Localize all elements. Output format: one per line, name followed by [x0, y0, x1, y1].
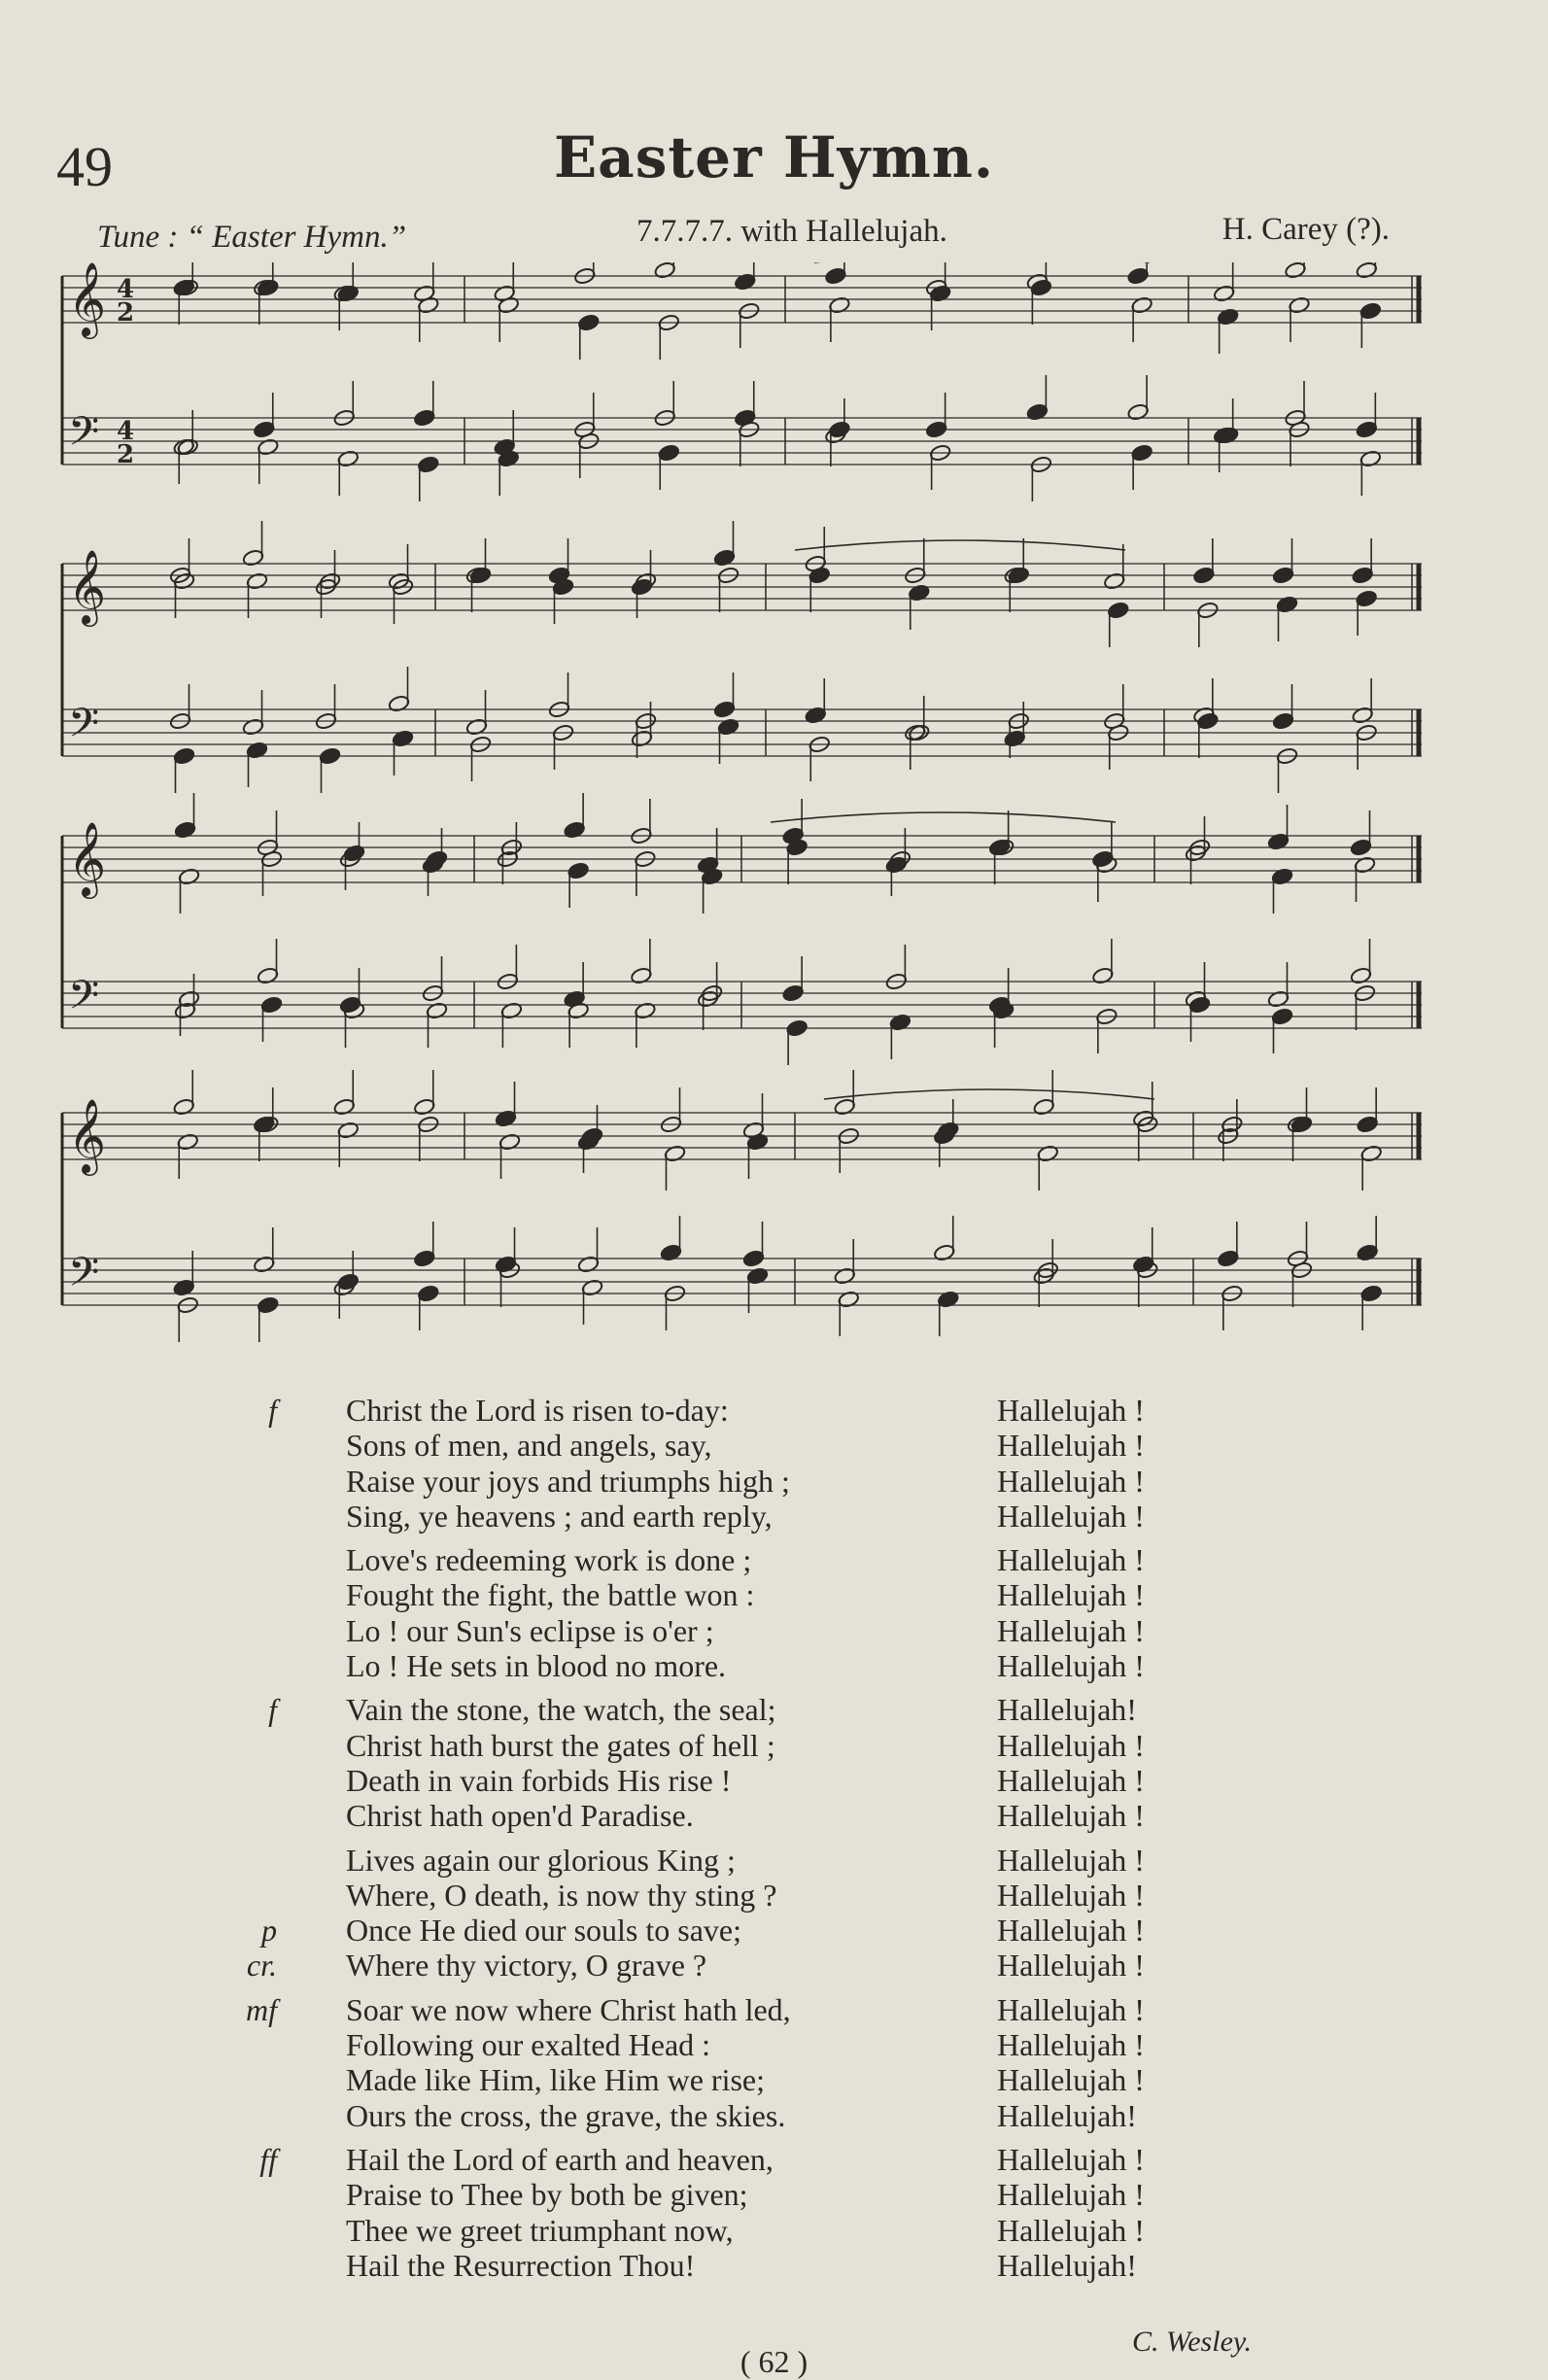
note-head — [242, 548, 264, 567]
tune-line — [97, 212, 1390, 255]
meter: 7.7.7.7. with Hallelujah. — [636, 214, 947, 249]
hymn-title: Easter Hymn. — [553, 124, 995, 190]
slur — [824, 1089, 1154, 1099]
verse-line — [282, 2027, 1351, 2062]
dynamic-marking: p — [261, 1913, 277, 1949]
note-head — [658, 443, 680, 462]
refrain: Hallelujah! — [997, 2247, 1137, 2283]
note-head — [1131, 443, 1153, 462]
note-head — [1217, 1249, 1239, 1267]
note-head — [465, 717, 488, 736]
refrain: Hallelujah ! — [997, 1762, 1145, 1798]
note-head — [713, 700, 736, 718]
note-head — [1033, 1097, 1055, 1116]
stanza — [259, 2141, 1351, 2283]
treble-clef-icon: 𝄞 — [68, 262, 107, 336]
note-head — [1107, 601, 1129, 619]
verse-line — [282, 1499, 1351, 1534]
note-head — [1359, 449, 1382, 467]
note-head — [500, 1001, 523, 1019]
note-head — [174, 820, 196, 839]
note-head — [713, 548, 736, 567]
refrain: Hallelujah ! — [997, 1498, 1145, 1534]
note-head — [838, 1290, 860, 1308]
dynamic-marking: f — [268, 1692, 277, 1728]
author: C. Wesley. — [1132, 2326, 1253, 2358]
note-head — [1030, 278, 1052, 296]
note-head — [1217, 307, 1239, 326]
slur — [771, 812, 1116, 822]
note-head — [828, 295, 850, 314]
refrain: Hallelujah ! — [997, 1727, 1145, 1763]
note-head — [1271, 1007, 1293, 1025]
note-head — [1004, 729, 1026, 747]
verse-text: Once He died our souls to save; — [346, 1913, 742, 1949]
refrain: Hallelujah ! — [997, 2141, 1145, 2177]
note-head — [782, 983, 805, 1002]
treble-clef-icon: 𝄞 — [68, 549, 107, 624]
note-head — [413, 1249, 435, 1267]
verse-text: Lo ! He sets in blood no more. — [346, 1648, 727, 1684]
note-head — [417, 455, 439, 473]
verse-line — [259, 2141, 1351, 2177]
note-head — [717, 717, 740, 736]
verse-text: Christ hath open'd Paradise. — [346, 1798, 694, 1834]
note-head — [568, 861, 590, 880]
verses — [246, 1393, 1351, 2292]
music-score — [56, 262, 1436, 1361]
note-head — [908, 583, 930, 602]
note-head — [664, 1144, 686, 1162]
hymn-number: 49 — [56, 135, 113, 198]
note-head — [1356, 420, 1378, 438]
verse-line — [282, 2098, 1351, 2133]
note-head — [173, 1278, 195, 1296]
note-head — [828, 420, 850, 438]
verse-text: Ours the cross, the grave, the skies. — [346, 2097, 786, 2133]
verse-text: Soar we now where Christ hath led, — [346, 1991, 791, 2027]
verse-line — [261, 1913, 1351, 1949]
note-head — [388, 694, 410, 712]
note-head — [805, 706, 827, 724]
note-head — [577, 313, 600, 331]
note-head — [1026, 402, 1049, 421]
verse-line — [282, 1763, 1351, 1798]
note-head — [417, 295, 439, 314]
verse-text: Christ the Lord is risen to-day: — [346, 1393, 729, 1428]
note-head — [824, 266, 846, 285]
note-head — [1272, 566, 1294, 584]
note-head — [1037, 1144, 1059, 1162]
verse-text: Where thy victory, O grave ? — [346, 1948, 707, 1983]
verse-text: Raise your joys and triumphs high ; — [346, 1463, 790, 1499]
note-head — [630, 966, 652, 984]
note-head — [1354, 855, 1376, 874]
refrain: Hallelujah ! — [997, 1542, 1145, 1578]
note-head — [426, 1001, 448, 1019]
stanza — [246, 1842, 1351, 1983]
verse-text: Thee we greet triumphant now, — [346, 2212, 734, 2248]
note-head — [337, 1272, 360, 1291]
verse-line — [282, 2213, 1351, 2248]
verse-text: Sons of men, and angels, say, — [346, 1428, 712, 1464]
verse-line — [268, 1692, 1351, 1728]
tune-name: Tune : “ Easter Hymn.” — [97, 220, 407, 255]
verse-text: Fought the fight, the battle won : — [346, 1577, 755, 1613]
dynamic-marking: cr. — [246, 1948, 277, 1983]
note-head — [925, 420, 947, 438]
verse-line — [282, 2177, 1351, 2212]
verse-text: Lives again our glorious King ; — [346, 1842, 736, 1878]
verse-text: Hail the Resurrection Thou! — [346, 2247, 696, 2283]
note-head — [260, 995, 283, 1014]
note-head — [257, 437, 279, 456]
stanza — [268, 1692, 1351, 1834]
note-head — [413, 1097, 435, 1116]
verse-text: Where, O death, is now thy sting ? — [346, 1877, 777, 1913]
note-head — [1356, 262, 1378, 280]
stanza — [282, 1542, 1351, 1683]
note-head — [834, 1266, 856, 1285]
refrain: Hallelujah ! — [997, 1393, 1145, 1428]
verse-line — [282, 1428, 1351, 1463]
verse-line — [282, 1648, 1351, 1683]
refrain: Hallelujah ! — [997, 2062, 1145, 2098]
note-head — [413, 408, 435, 427]
verse-line — [282, 1613, 1351, 1648]
note-head — [577, 1255, 600, 1273]
note-head — [333, 1097, 356, 1116]
note-head — [257, 966, 279, 984]
note-head — [1188, 995, 1211, 1014]
bass-clef-icon: 𝄢 — [68, 1249, 100, 1305]
refrain: Hallelujah ! — [997, 1991, 1145, 2027]
note-head — [246, 571, 268, 590]
bass-clef-icon: 𝄢 — [68, 972, 100, 1028]
verse-text: Love's redeeming work is done ; — [346, 1542, 752, 1578]
note-head — [634, 1001, 656, 1019]
note-head — [173, 746, 195, 765]
refrain: Hallelujah ! — [997, 1577, 1145, 1613]
verse-line — [246, 1991, 1351, 2027]
note-head — [1267, 989, 1290, 1008]
time-signature-bottom: 2 — [117, 298, 135, 328]
note-head — [1288, 295, 1310, 314]
note-head — [1272, 711, 1294, 730]
note-head — [1357, 1243, 1379, 1261]
verse-text: Following our exalted Head : — [346, 2027, 711, 2063]
note-head — [734, 272, 756, 291]
note-head — [253, 1255, 275, 1273]
note-head — [1359, 301, 1382, 320]
verse-line — [246, 1948, 1351, 1983]
composer: H. Carey (?). — [1221, 212, 1390, 247]
note-head — [746, 1266, 769, 1285]
note-head — [392, 729, 414, 747]
note-head — [498, 295, 520, 314]
note-head — [1352, 706, 1374, 724]
note-head — [1127, 266, 1150, 285]
page-number: ( 62 ) — [740, 2344, 808, 2379]
refrain: Hallelujah ! — [997, 1913, 1145, 1949]
note-head — [1360, 1284, 1383, 1302]
note-head — [1357, 1115, 1379, 1133]
verse-line — [282, 1542, 1351, 1577]
note-head — [742, 1249, 765, 1267]
verse-text: Praise to Thee by both be given; — [346, 2177, 748, 2213]
refrain: Hallelujah ! — [997, 1463, 1145, 1499]
note-head — [808, 566, 831, 584]
note-head — [343, 844, 365, 862]
stanza — [246, 1991, 1351, 2133]
note-head — [746, 1132, 769, 1151]
note-head — [337, 449, 360, 467]
verse-text: Vain the stone, the watch, the seal; — [346, 1692, 776, 1728]
treble-clef-icon: 𝄞 — [68, 1098, 107, 1173]
verse-text: Death in vain forbids His rise ! — [346, 1762, 732, 1798]
time-signature-top: 4 — [117, 275, 135, 304]
note-head — [1131, 295, 1153, 314]
verse-text: Lo ! our Sun's eclipse is o'er ; — [346, 1612, 714, 1648]
verse-line — [282, 2248, 1351, 2283]
note-head — [242, 717, 264, 736]
refrain: Hallelujah! — [997, 2097, 1137, 2133]
dynamic-marking: mf — [246, 1991, 277, 2027]
verse-line — [282, 2062, 1351, 2097]
note-head — [319, 746, 341, 765]
verse-text: Sing, ye heavens ; and earth reply, — [346, 1498, 773, 1534]
note-head — [933, 1243, 955, 1261]
refrain: Hallelujah ! — [997, 2212, 1145, 2248]
dynamic-marking: ff — [259, 2141, 277, 2177]
note-head — [417, 1284, 439, 1302]
note-head — [1127, 402, 1150, 421]
note-head — [337, 1121, 360, 1139]
note-head — [1350, 838, 1372, 856]
note-head — [581, 1278, 603, 1296]
note-head — [889, 1013, 912, 1031]
note-head — [937, 1290, 959, 1308]
note-head — [929, 284, 951, 302]
verse-line — [268, 1393, 1351, 1428]
refrain: Hallelujah! — [997, 1692, 1137, 1728]
refrain: Hallelujah ! — [997, 1648, 1145, 1684]
note-head — [1276, 595, 1298, 613]
treble-clef-icon: 𝄞 — [68, 821, 107, 896]
note-head — [1352, 566, 1374, 584]
verse-line — [282, 1878, 1351, 1913]
note-head — [1356, 589, 1378, 607]
slur — [795, 540, 1125, 550]
verse-line — [282, 1577, 1351, 1612]
note-head — [246, 741, 268, 759]
bass-clef-icon: 𝄢 — [68, 700, 100, 756]
refrain: Hallelujah ! — [997, 1842, 1145, 1878]
refrain: Hallelujah ! — [997, 2027, 1145, 2063]
verse-text: Christ hath burst the gates of hell ; — [346, 1727, 775, 1763]
note-head — [173, 1097, 195, 1116]
note-head — [564, 820, 586, 839]
stanza — [268, 1393, 1351, 1534]
verse-line — [282, 1843, 1351, 1878]
note-head — [178, 867, 200, 885]
refrain: Hallelujah ! — [997, 1798, 1145, 1834]
note-head — [177, 1132, 199, 1151]
note-head — [495, 1109, 517, 1127]
note-head — [631, 729, 653, 747]
verse-line — [282, 1464, 1351, 1499]
refrain: Hallelujah ! — [997, 1428, 1145, 1464]
dynamic-marking: f — [268, 1393, 277, 1428]
refrain: Hallelujah ! — [997, 2177, 1145, 2213]
note-head — [1196, 711, 1219, 730]
verse-line — [282, 1798, 1351, 1833]
note-head — [1267, 832, 1290, 850]
time-signature-bottom: 2 — [117, 440, 135, 469]
note-head — [257, 1295, 279, 1314]
note-head — [834, 1097, 856, 1116]
bass-clef-icon: 𝄢 — [68, 408, 100, 465]
verse-line — [282, 1728, 1351, 1763]
note-head — [660, 1243, 682, 1261]
note-head — [1192, 566, 1215, 584]
note-head — [786, 1018, 808, 1037]
note-head — [1360, 1144, 1383, 1162]
note-head — [1350, 966, 1372, 984]
note-head — [1271, 867, 1293, 885]
refrain: Hallelujah ! — [997, 1612, 1145, 1648]
note-head — [1284, 262, 1306, 280]
verse-text: Made like Him, like Him we rise; — [346, 2062, 766, 2098]
note-head — [1091, 966, 1114, 984]
note-head — [499, 1132, 521, 1151]
refrain: Hallelujah ! — [997, 1877, 1145, 1913]
note-head — [654, 262, 676, 280]
note-head — [1103, 571, 1125, 590]
verse-text: Hail the Lord of earth and heaven, — [346, 2141, 774, 2177]
refrain: Hallelujah ! — [997, 1948, 1145, 1983]
note-head — [1213, 284, 1235, 302]
time-signature-top: 4 — [117, 417, 135, 446]
note-head — [253, 420, 275, 438]
